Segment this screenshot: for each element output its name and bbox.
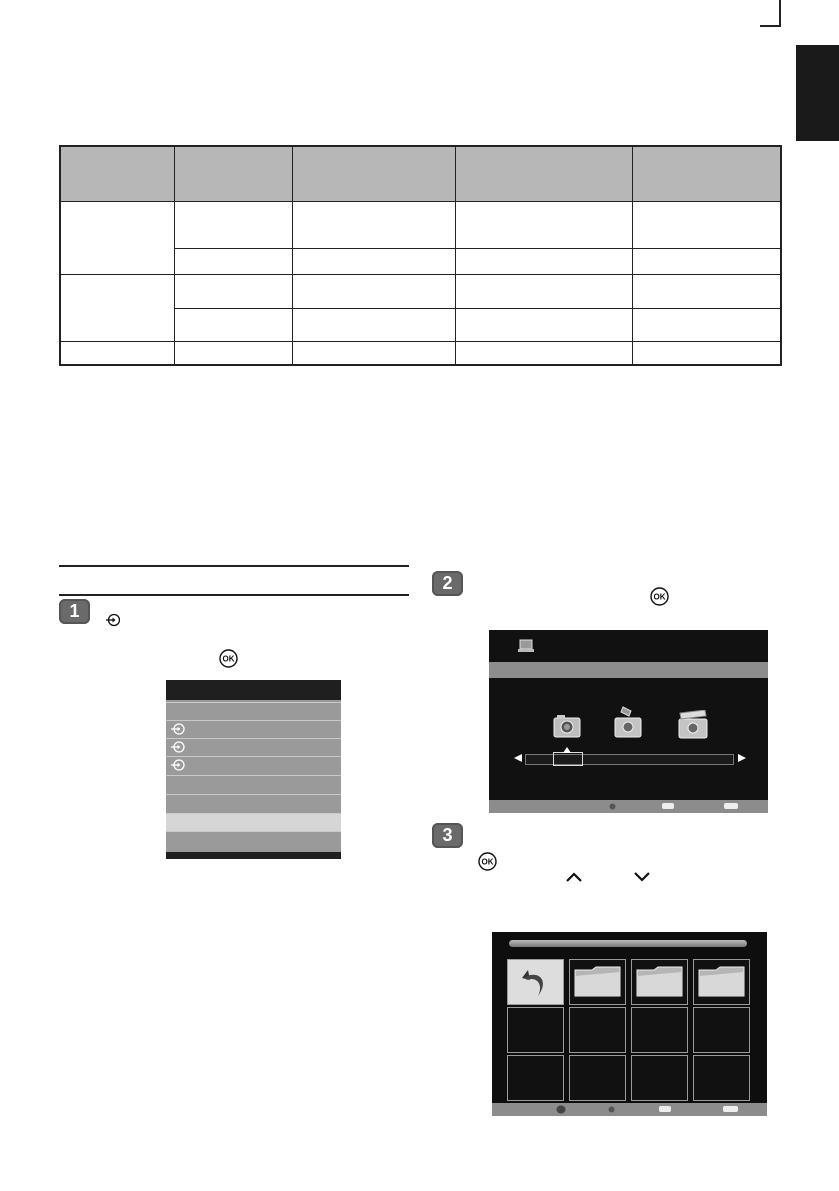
movie-icon[interactable] [678, 710, 708, 739]
table-cell [174, 202, 292, 249]
category-slider-selection[interactable] [553, 752, 583, 766]
input-source-icon [171, 758, 185, 772]
empty-tile[interactable] [507, 1055, 564, 1101]
empty-tile[interactable] [693, 1055, 750, 1101]
empty-tile[interactable] [631, 1007, 688, 1053]
table-cell [632, 274, 781, 308]
arrow-left-icon[interactable] [513, 753, 523, 763]
crop-mark-horizontal [760, 25, 780, 27]
usb-drive-icon [518, 639, 536, 653]
empty-tile[interactable] [507, 1007, 564, 1053]
language-side-tab [796, 45, 839, 141]
table-cell [60, 342, 174, 365]
table-cell [292, 342, 455, 365]
table-row [60, 274, 781, 308]
step-3-badge: 3 [432, 823, 463, 848]
ok-button-icon [219, 649, 238, 668]
empty-tile[interactable] [569, 1055, 626, 1101]
svg-text:OK: OK [481, 857, 494, 867]
chevron-down-icon [634, 872, 650, 882]
table-cell [60, 274, 174, 342]
menu-item-input-2[interactable] [166, 738, 341, 756]
back-arrow-icon [520, 966, 552, 998]
folder-icon [574, 966, 621, 998]
table-cell [455, 202, 632, 249]
table-cell [632, 249, 781, 274]
spec-table [59, 145, 782, 366]
folder-icon [636, 966, 683, 998]
table-cell [455, 274, 632, 308]
table-cell [174, 342, 292, 365]
file-browser-footer [492, 1103, 767, 1116]
step-2-badge: 2 [432, 571, 463, 596]
input-menu-footer [166, 852, 341, 859]
music-icon[interactable] [613, 706, 643, 739]
media-player-footer [489, 800, 768, 813]
arrow-right-icon[interactable] [737, 753, 747, 763]
table-cell [632, 342, 781, 365]
input-source-icon [171, 740, 185, 754]
pointer-up-icon [563, 747, 571, 753]
menu-item[interactable] [166, 775, 341, 793]
section-rule-bottom [59, 594, 409, 596]
folder-icon [698, 966, 745, 998]
nav-dot-icon [609, 803, 616, 810]
menu-item-input-1[interactable] [166, 720, 341, 738]
menu-item-input-3[interactable] [166, 756, 341, 774]
table-cell [632, 308, 781, 342]
table-header-cell [455, 146, 632, 202]
folder-tile[interactable] [693, 959, 750, 1005]
empty-tile[interactable] [693, 1007, 750, 1053]
photo-icon[interactable] [553, 713, 581, 739]
folder-tile[interactable] [631, 959, 688, 1005]
back-tile[interactable] [507, 959, 564, 1005]
table-header-row [60, 146, 781, 202]
table-cell [292, 249, 455, 274]
table-cell [455, 308, 632, 342]
table-row [60, 202, 781, 249]
file-browser-path-bar [509, 940, 747, 947]
table-header-cell [174, 146, 292, 202]
media-player-title-bar [489, 662, 768, 678]
folder-tile[interactable] [569, 959, 626, 1005]
input-menu-header [166, 680, 341, 700]
key-hint-pill [724, 803, 738, 809]
nav-dot-icon [608, 1106, 615, 1113]
table-cell [632, 202, 781, 249]
menu-item[interactable] [166, 794, 341, 812]
table-header-cell [632, 146, 781, 202]
empty-tile[interactable] [569, 1007, 626, 1053]
svg-text:OK: OK [653, 592, 666, 602]
table-cell [60, 202, 174, 275]
key-hint-pill [723, 1106, 738, 1112]
section-rule-top [59, 565, 409, 567]
table-cell [292, 274, 455, 308]
key-hint-pill [659, 1106, 671, 1112]
table-cell [292, 202, 455, 249]
table-row [60, 342, 781, 365]
input-source-icon [106, 613, 120, 627]
table-cell [174, 308, 292, 342]
key-hint-pill [662, 803, 674, 809]
media-player-screen [489, 630, 768, 813]
svg-text:OK: OK [222, 654, 235, 664]
input-menu-screen [166, 680, 341, 859]
table-cell [455, 249, 632, 274]
ok-button-icon [650, 587, 669, 606]
menu-item-selected[interactable] [166, 813, 341, 831]
table-cell [292, 308, 455, 342]
table-cell [174, 274, 292, 308]
chevron-up-icon [566, 872, 582, 882]
table-header-cell [292, 146, 455, 202]
file-browser-screen [492, 932, 767, 1116]
menu-item[interactable] [166, 831, 341, 849]
empty-tile[interactable] [631, 1055, 688, 1101]
table-cell [174, 249, 292, 274]
crop-mark-vertical [779, 0, 781, 27]
ok-button-icon [478, 852, 497, 871]
input-source-icon [171, 722, 185, 736]
step-1-badge: 1 [59, 599, 90, 624]
menu-item[interactable] [166, 702, 341, 720]
red-button-icon [556, 1105, 566, 1114]
table-header-cell [60, 146, 174, 202]
table-cell [455, 342, 632, 365]
